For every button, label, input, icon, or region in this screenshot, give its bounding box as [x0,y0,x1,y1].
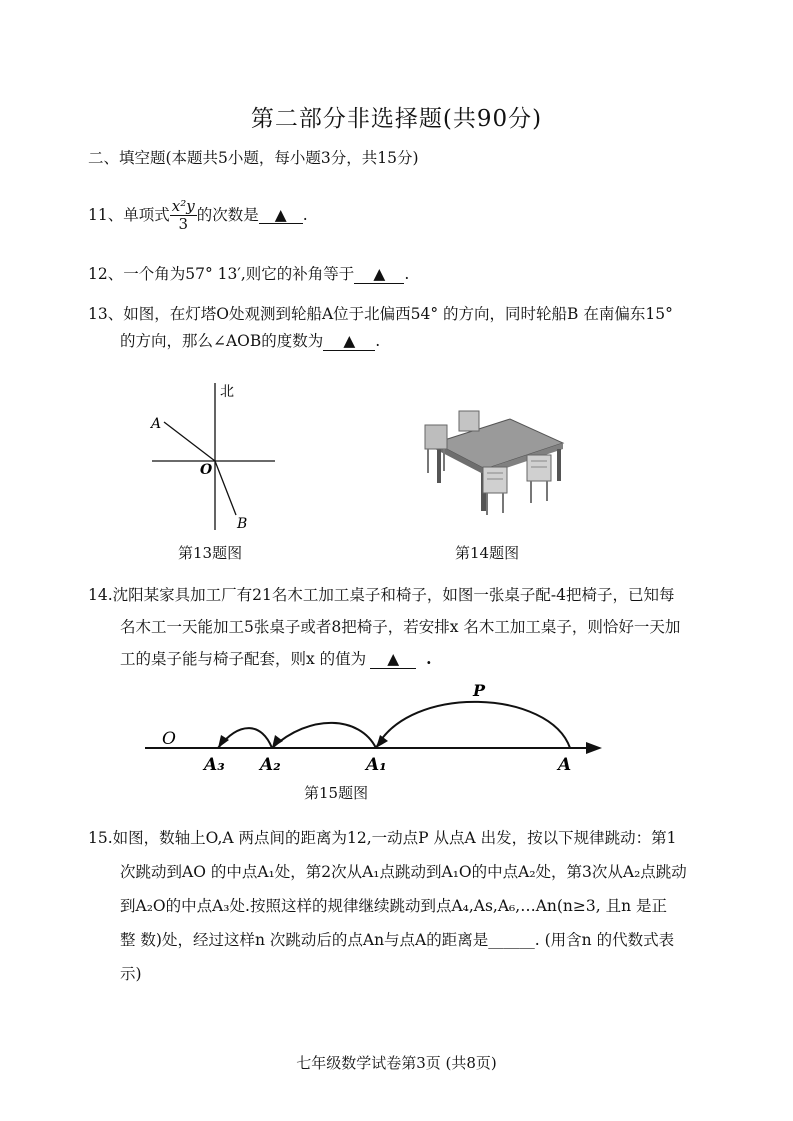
answer-blank[interactable]: ▲ [354,267,404,284]
label-A1: A₁ [366,755,387,775]
answer-blank[interactable]: ▲ [370,652,416,669]
question-14-line-2: 名木工一天能加工5张桌子或者8把椅子，若安排x 名木工加工桌子，则恰好一天加 [120,618,681,636]
page-title: 第二部分非选择题(共90分) [250,106,543,132]
question-15-line-5: 示) [120,965,142,983]
fraction-numerator: x²y [171,197,195,215]
answer-blank[interactable]: ▲ [323,334,375,351]
question-13-line-1 [88,302,673,324]
arc-A-to-A1 [376,702,570,748]
label-A2: A₂ [260,755,281,775]
question-text: 工的桌子能与椅子配套，则x 的值为 [120,650,367,668]
question-text: 一个角为57° 13′,则它的补角等于 [123,265,355,283]
arrowhead-icon [376,735,388,748]
fraction-expression [170,198,197,234]
question-text: 单项式 [123,205,170,224]
question-number: 13、 [88,305,124,323]
question-number: 11、 [88,205,124,224]
label-O: O [200,462,213,478]
punctuation: . [375,332,381,350]
arrowhead-icon [272,735,283,748]
fraction-denominator: 3 [178,215,188,234]
punctuation: . [302,205,308,224]
figure-15-number-line [140,678,610,778]
question-text: 如图，在灯塔O处观测到轮船A位于北偏西54° 的方向，同时轮船B 在南偏东15° [123,305,673,323]
question-15-line-2: 次跳动到AO 的中点A₁处，第2次从A₁点跳动到A₁O的中点A₂处，第3次从A₂点跳动 [120,863,687,881]
question-13-line-2 [120,329,380,351]
question-number: 12、 [88,265,124,283]
figure-13-diagram [140,378,290,538]
figure-15-caption: 第15题图 [304,784,369,802]
arc-A2-to-A3 [218,728,272,748]
arc-A1-to-A2 [272,723,376,748]
question-text: 的次数是 [196,205,259,224]
label-A3: A₃ [204,755,225,775]
punctuation: . [426,649,432,668]
figure-14-caption: 第14题图 [455,544,520,562]
question-14-line-3 [120,647,432,669]
question-15-line-1: 15.如图，数轴上O,A 两点间的距离为12,一动点P 从点A 出发，按以下规律跳动：第1 [88,829,677,847]
table-chairs-image [415,405,565,520]
ray-OB [215,461,236,515]
question-12 [88,262,409,284]
question-text: 的方向，那么∠AOB的度数为 [120,332,324,350]
label-A: A [151,416,162,432]
label-A: A [558,755,572,775]
figure-13-caption: 第13题图 [178,544,243,562]
question-15-line-4: 整 数)处，经过这样n 次跳动后的点An与点A的距离是______. (用含n 的代数式表 [120,931,675,949]
section-heading: 二、填空题(本题共5小题，每小题3分，共15分) [88,149,419,167]
answer-blank[interactable]: ▲ [259,208,303,225]
question-15-line-3: 到A₂O的中点A₃处.按照这样的规律继续跳动到点A₄,As,A₆,…An(n≥3, 且n 是正 [120,897,668,915]
label-O: O [162,729,176,749]
label-north: 北 [220,384,234,400]
label-P: P [473,681,486,700]
punctuation: . [404,265,410,283]
axis-arrow-icon [586,742,602,754]
question-14-line-1: 14.沈阳某家具加工厂有21名木工加工桌子和椅子，如图一张桌子配-4把椅子，已知每 [88,586,675,604]
page-footer: 七年级数学试卷第3页 (共8页) [296,1054,497,1072]
label-B: B [237,516,248,532]
question-11 [88,198,308,234]
ray-OA [164,422,215,461]
